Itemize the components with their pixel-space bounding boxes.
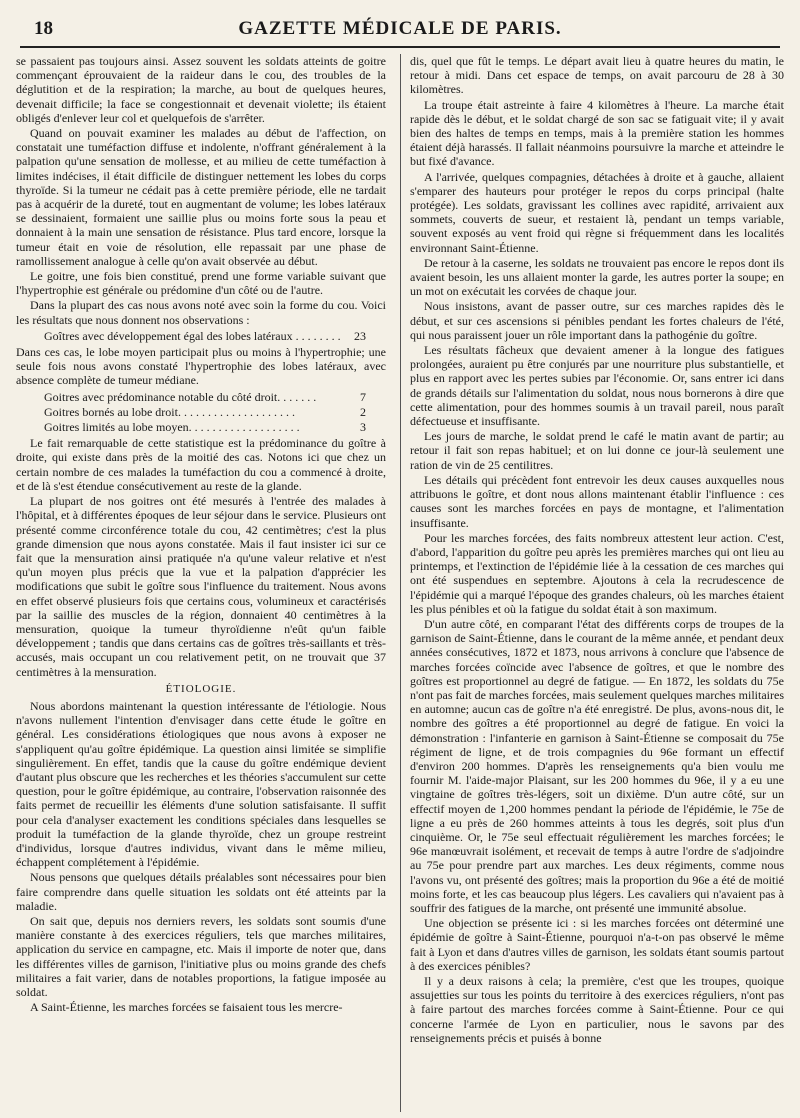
paragraph: Nous abordons maintenant la question intéressante de l'étiologie. Nous n'avons nullement l'intention d'envisager dans cette étude le goître en général. Les considérations étiologiques que nous avons à exposer ne s'appliquent qu'au goître épidémique. La question ainsi limitée se simplifie singulièrement. En effet, tandis que la cause du goître endémique devient d'autant plus obscure que les recherches et les théories s'accumulent sur cette question, pour le goître épidémique, au contraire, l'observation raisonnée des faits permet de recueillir les éléments d'une solution satisfaisante. Il suffit pour cela d'analyser exactement les conditions spéciales dans lesquelles se produit la tuméfaction de la glande thyroïde, chez un groupe restreint d'individus, lorsque d'autres individus, vivant dans le même milieu, échappent complétement à l'épidémie. (16, 698, 386, 870)
paragraph: Quand on pouvait examiner les malades au début de l'affection, on constatait une tuméfaction diffuse et indolente, n'offrant généralement à la palpation qu'une sensation de mollesse, et au milieu de cette tuméfaction à limites indécises, il était difficile de distinguer nettement les lobes du corps thyroïde. Si la tumeur ne cédait pas à cette première période, elle ne tardait pas à acquérir de la dureté, tout en augmentant de volume; les lobes latéraux se dessinaient, formaient une saillie plus ou moins forte sous la peau et donnaient à la main une sensation de résistance. Plus tard encore, lorsque la tumeur était en voie de résolution, elle repassait par une phase de ramollissement analogue à celle qu'on avait observée au début. (16, 126, 386, 268)
paragraph: Nous insistons, avant de passer outre, sur ces marches rapides dès le début, et sur ces ascensions si pénibles pendant les fortes chaleurs de l'été, qui nous paraissent jouer un rôle important dans la pathogénie du goître. (410, 299, 784, 342)
paragraph: Pour les marches forcées, des faits nombreux attestent leur action. C'est, d'abord, l'apparition du goître peu après les premières marches qui ont lieu au printemps, et l'extinction de l'épidémie liée à la cessation de ces marches qui ont été suspendues en septembre. Ajoutons à cela la recrudescence de l'épidémie qui a marqué l'époque des grandes chaleurs, où les marches étaient les plus pénibles et où la fatigue du soldat était à son maximum. (410, 530, 784, 616)
paragraph: A Saint-Étienne, les marches forcées se faisaient tous les mercre- (30, 1000, 343, 1015)
paragraph: Une objection se présente ici : si les marches forcées ont déterminé une épidémie de goître à Saint-Étienne, pourquoi n'a-t-on pas observé le même fait à Lyon et dans d'autres villes de garnison, les soldats étant soumis partout à des exercices pénibles? (410, 916, 784, 973)
column-divider (400, 54, 401, 1112)
paragraph: La troupe était astreinte à faire 4 kilomètres à l'heure. La marche était rapide dès le début, et le soldat chargé de son sac se fatiguait vite; il y avait bien des haltes de temps en temps, mais à la première station les hommes étaient déjà harassés. Il fallait néanmoins poursuivre la marche et atteindre le but fixé d'avance. (410, 97, 784, 169)
paragraph: dis, quel que fût le temps. Le départ avait lieu à quatre heures du matin, le retour à midi. Dans cet espace de temps, on avait parcouru de 28 à 30 kilomètres. (410, 54, 784, 97)
stat-value: 23 (354, 328, 366, 343)
paragraph: De retour à la caserne, les soldats ne trouvaient pas encore le repos dont ils avaient besoin, les uns allaient monter la garde, les autres porter la soupe; en un mot on exécutait les corvées de chaque jour. (410, 255, 784, 299)
stat-value: 3 (360, 420, 366, 435)
stat-label: Goitres avec prédominance notable du côté droit. . . . . . . (44, 389, 317, 404)
stat-value: 2 (360, 404, 366, 419)
paragraph: Nous pensons que quelques détails préalables sont nécessaires pour bien faire comprendre dans quelle situation les soldats ont été atteints par la maladie. (16, 870, 386, 913)
paragraph: Il y a deux raisons à cela; la première, c'est que les troupes, quoique assujetties sur tous les points du territoire à des exercices réguliers, n'ont pas à faire partout des marches forcées comme à Saint-Étienne. Pour ce qui concerne l'armée de Lyon en particulier, nous le savons par des renseignements précis et puisés à bonne (410, 974, 784, 1045)
page-header (0, 10, 800, 46)
section-heading: ÉTIOLOGIE. (165, 682, 237, 695)
stat-row (44, 405, 386, 419)
statistics-table-2 (16, 390, 386, 435)
stat-row (44, 329, 386, 343)
stat-row (44, 390, 386, 404)
paragraph: Le goitre, une fois bien constitué, prend une forme variable suivant que l'hypertrophie est générale ou prédomine d'un côté ou de l'autre. (16, 269, 386, 298)
stat-value: 7 (360, 389, 366, 404)
paragraph: A l'arrivée, quelques compagnies, détachées à droite et à gauche, allaient s'emparer des hauteurs pour protéger le repos du corps principal (halte protégée). Les soldats, gravissant les collines avec rapidité, arrivaient aux sommets, couverts de sueur, et restaient là, pendant un temps variable, souvent exposés au vent froid qui règne si fréquemment dans les localités environnant Saint-Étienne. (410, 169, 784, 255)
stat-row (44, 420, 386, 434)
statistics-table-1 (16, 329, 386, 343)
paragraph: On sait que, depuis nos derniers revers, les soldats sont soumis d'une manière constante à des exercices réguliers, tels que marches militaires, application du service en campagne, etc. Mais il importe de noter que, dans les différentes villes de garnison, l'initiative plus ou moins grande des chefs militaires a fait varier, dans de notables proportions, la fatigue imposée au soldat. (16, 913, 386, 999)
paragraph: Les détails qui précèdent font entrevoir les deux causes auxquelles nous attribuons le goître, et dont nous allons maintenant établir l'influence : ces causes sont les marches forcées en pays de montagne, et l'alimentation insuffisante. (410, 472, 784, 530)
stat-label: Goitres limités au lobe moyen. . . . . . . . . . . . . . . . . . . (44, 420, 300, 435)
paragraph: Les jours de marche, le soldat prend le café le matin avant de partir; au retour il fait son repas habituel; et on lui donne ce jour-là seulement une ration de vin de 25 centilitres. (410, 429, 784, 472)
paragraph: Dans la plupart des cas nous avons noté avec soin la forme du cou. Voici les résultats que nous donnent nos observations : (16, 298, 386, 327)
paragraph: se passaient pas toujours ainsi. Assez souvent les soldats atteints de goitre commençant éprouvaient de la raideur dans le cou, des troubles de la déglutition et de la respiration; la marche, au bout de quelques heures, devenait difficile; la face se congestionnait et devenait violette; ils étaient obligés d'enlever leur col et quelquefois de s'arrêter. (16, 54, 386, 125)
page-number: 18 (34, 18, 53, 39)
paragraph: D'un autre côté, en comparant l'état des différents corps de troupes de la garnison de Saint-Étienne, dans le courant de la même année, et pendant deux années consécutives, 1872 et 1873, nous arrivons à conclure que l'absence de marches forcées coïncide avec l'absence de goîtres, et que le nombre des goîtres est proportionnel au degré de fatigue. — En 1872, les soldats du 75e n'ont pas fait de marches forcées, mais seulement quelques marches militaires en automne; aucun cas de goître n'a été enregistré. De plus, avons-nous dit, le nombre des goîtres a été proportionnel au degré de fatigue. En voici la démonstration : l'infanterie en garnison à Saint-Étienne se composait du 75e régiment de ligne, et de trois compagnies du 96e formant un effectif d'environ 200 hommes. D'après les renseignements qu'a bien voulu me fournir M. l'aide-major Plaisant, sur les 200 hommes du 96e, il y a eu une vingtaine de goîtres très-légers, soit un dixième. D'un autre côté, sur un effectif moyen de 1,200 hommes pendant la période de l'épidémie, le 75e de ligne a eu près de 260 hommes atteints à tous les degrés, soit plus d'un cinquième. Or, le 75e seul effectuait régulièrement les marches forcées; le 96e manœuvrait isolément, et recevait de temps à autre l'ordre de s'adjoindre au 75e pour prendre part aux marches. Les deux régiments, comme nous l'avons vu, ont présenté des goîtres; mais la proportion du 96e a été de moitié moins forte, et les cas beaucoup plus légers. Les cavaliers qui n'avaient pas à souffrir des fatigues de la marche, ont présenté une immunité absolue. (410, 616, 784, 915)
paragraph: Les résultats fâcheux que devaient amener à la longue des fatigues prolongées, auraient pu être conjurés par une nourriture plus substantielle, et plus en rapport avec les pertes subies par l'économie. Or, sans entrer ici dans de grands détails sur l'alimentation du soldat, nous nous bornerons à dire que cette alimentation, pour des hommes soumis à un travail pareil, nous paraît défectueuse et insuffisante. (410, 343, 784, 429)
header-rule (20, 46, 780, 48)
stat-label: Goitres bornés au lobe droit. . . . . . . . . . . . . . . . . . . . (44, 404, 295, 419)
paragraph: Dans ces cas, le lobe moyen participait plus ou moins à l'hypertrophie; une seule fois nous avons constaté l'hypertrophie des lobes latéraux, avec absence complète de tumeur médiane. (16, 345, 386, 388)
journal-title: GAZETTE MÉDICALE DE PARIS. (238, 18, 562, 39)
stat-label: Goîtres avec développement égal des lobes latéraux . . . . . . . . (44, 328, 341, 343)
left-column (16, 54, 386, 1014)
right-column (410, 54, 784, 1045)
paragraph: La plupart de nos goitres ont été mesurés à l'entrée des malades à l'hôpital, et à différentes époques de leur séjour dans le service. Plusieurs ont présenté comme circonférence totale du cou, 42 centimètres; c'est la plus grande dimension que nous ayons constatée. Mais il faut insister ici sur ce fait que la mensuration ainsi pratiquée n'a qu'une valeur relative et n'est qu'un moyen plus précis que la vue et la palpation d'apprécier les modifications que subit le goître sous l'influence du traitement. Nous avons en effet observé plusieurs fois que certains cous, volumineux et caractérisés par la saillie des muscles de la région, donnaient 40 centimètres à la mensuration, quoique la tumeur thyroïdienne n'eût qu'un faible développement ; tandis que dans certains cas de goîtres très-saillants et très-accusés, mais occupant un cou relativement petit, on ne trouvait que 37 centimètres à la mensuration. (16, 494, 386, 679)
paragraph: Le fait remarquable de cette statistique est la prédominance du goître à droite, qui existe dans près de la moitié des cas. Notons ici que chez un certain nombre de ces malades la tuméfaction du cou a commencé à droite, et de là s'est étendue consécutivement au reste de la glande. (16, 436, 386, 493)
